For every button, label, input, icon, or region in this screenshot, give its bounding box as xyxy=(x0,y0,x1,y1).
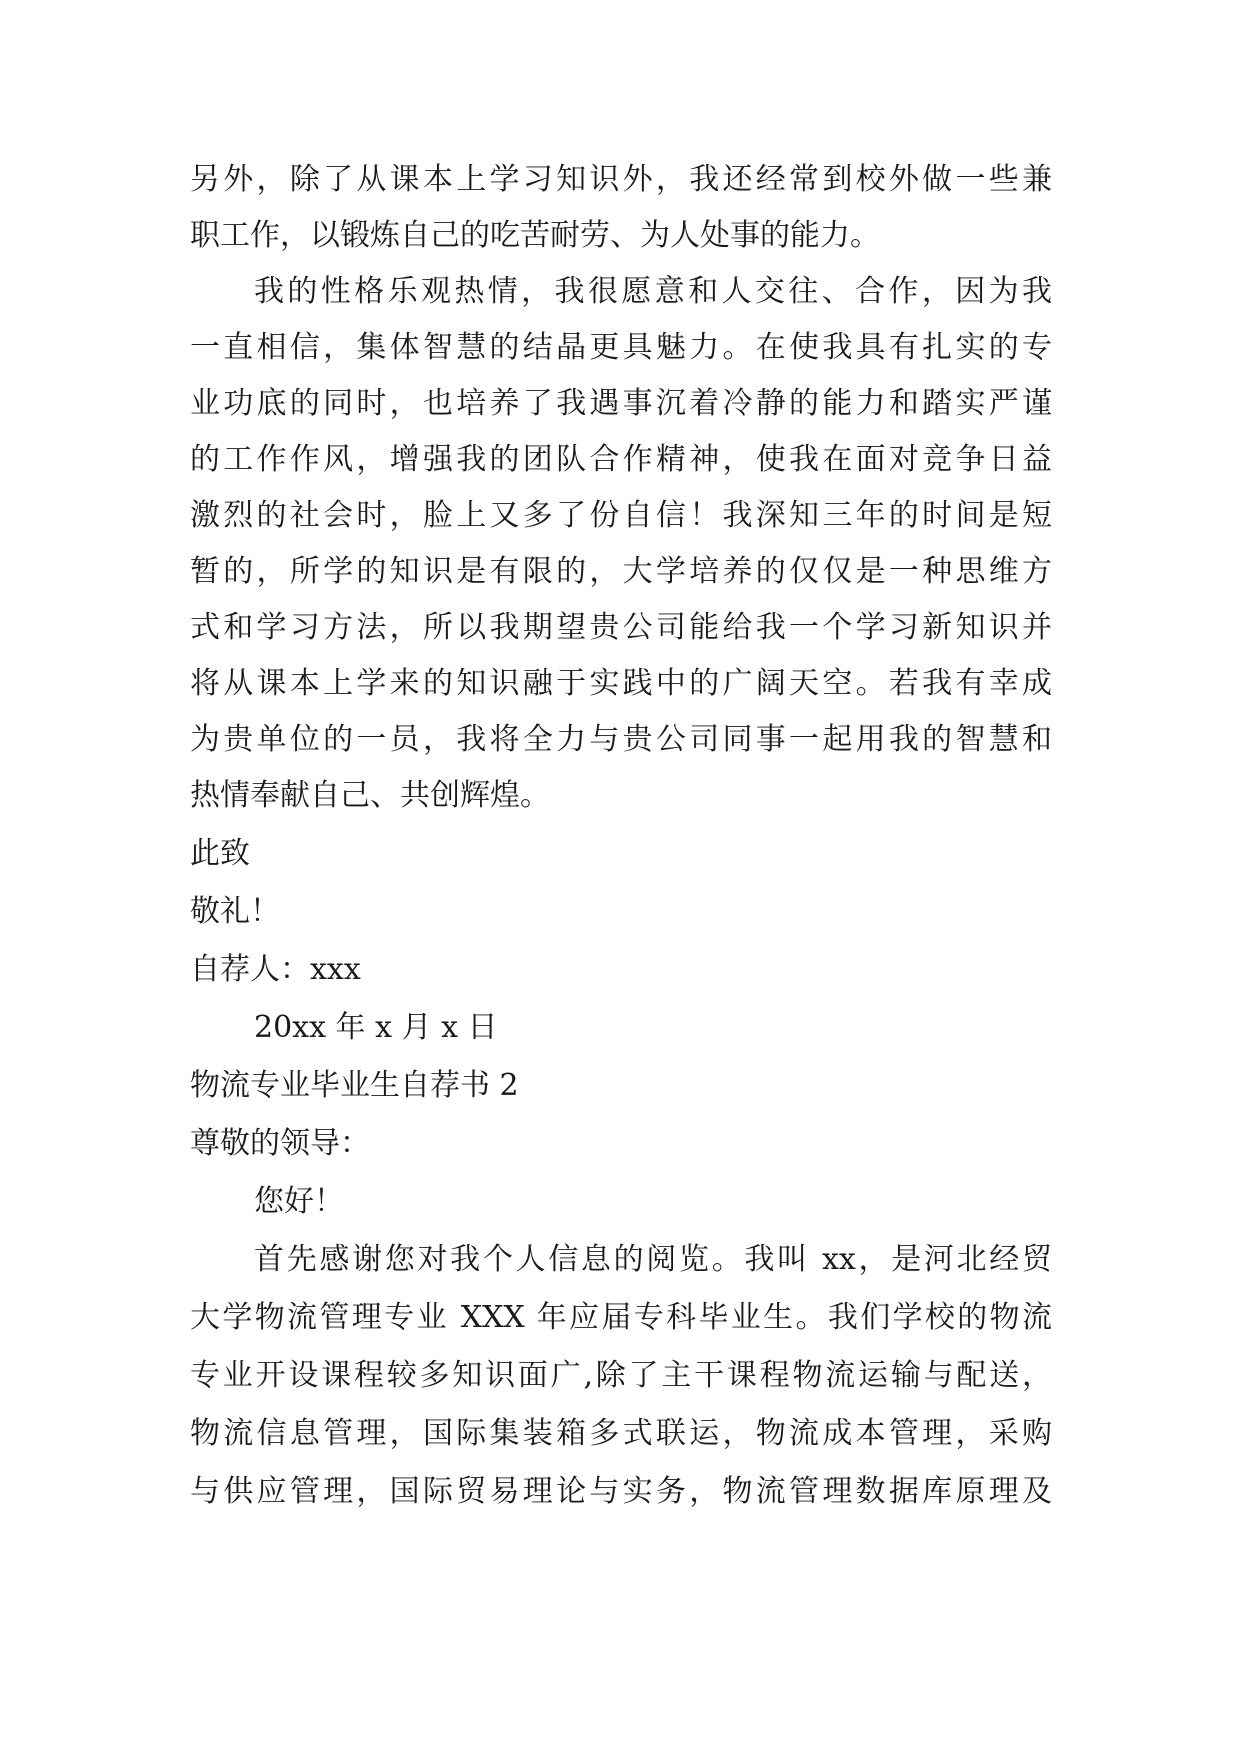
salutation-line: 敬礼！ xyxy=(190,894,280,929)
paragraph-first-line: 首先感谢您对我个人信息的阅览。我叫 xx，是河北经贸 xyxy=(254,1242,1052,1277)
text-line: 将从课本上学来的知识融于实践中的广阔天空。若我有幸成 xyxy=(190,666,1052,701)
text-line: 的工作作风，增强我的团队合作精神，使我在面对竞争日益 xyxy=(190,442,1052,477)
section-title: 物流专业毕业生自荐书 2 xyxy=(190,1068,519,1103)
text-line: 为贵单位的一员，我将全力与贵公司同事一起用我的智慧和 xyxy=(190,722,1052,757)
paragraph-first-line: 我的性格乐观热情，我很愿意和人交往、合作，因为我 xyxy=(254,274,1052,309)
signature-line: 自荐人：xxx xyxy=(190,952,361,987)
text-line: 大学物流管理专业 XXX 年应届专科毕业生。我们学校的物流 xyxy=(190,1300,1052,1335)
text-line: 职工作，以锻炼自己的吃苦耐劳、为人处事的能力。 xyxy=(190,218,880,253)
text-line: 式和学习方法，所以我期望贵公司能给我一个学习新知识并 xyxy=(190,610,1052,645)
text-line: 与供应管理，国际贸易理论与实务，物流管理数据库原理及 xyxy=(190,1474,1052,1509)
text-line: 专业开设课程较多知识面广,除了主干课程物流运输与配送， xyxy=(190,1358,1052,1393)
text-line: 暂的，所学的知识是有限的，大学培养的仅仅是一种思维方 xyxy=(190,554,1052,589)
closing-line: 此致 xyxy=(190,836,250,871)
text-line: 一直相信，集体智慧的结晶更具魅力。在使我具有扎实的专 xyxy=(190,330,1052,365)
text-line: 物流信息管理，国际集装箱多式联运，物流成本管理，采购 xyxy=(190,1416,1052,1451)
text-line: 激烈的社会时，脸上又多了份自信！我深知三年的时间是短 xyxy=(190,498,1052,533)
text-line: 另外，除了从课本上学习知识外，我还经常到校外做一些兼 xyxy=(190,162,1052,197)
greeting-line: 您好！ xyxy=(254,1184,344,1219)
date-line: 20xx 年 x 月 x 日 xyxy=(254,1010,498,1045)
text-line: 业功底的同时，也培养了我遇事沉着冷静的能力和踏实严谨 xyxy=(190,386,1052,421)
text-line: 热情奉献自己、共创辉煌。 xyxy=(190,778,550,813)
greeting-line: 尊敬的领导： xyxy=(190,1126,370,1161)
